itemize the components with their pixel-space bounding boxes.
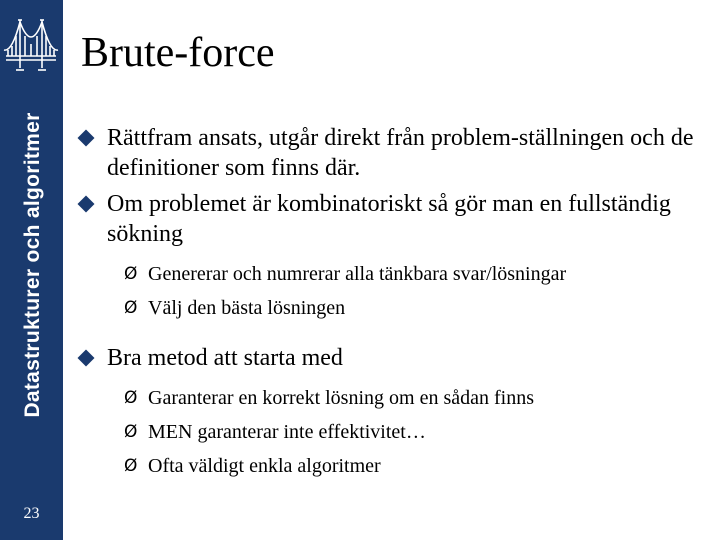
bullet-text: Om problemet är kombinatoriskt så gör man en fullständig sökning [107, 191, 671, 247]
sub-bullet-text: Garanterar en korrekt lösning om en sådan finns [148, 387, 534, 409]
diamond-bullet-icon [78, 130, 95, 147]
sub-bullet-item [80, 291, 710, 325]
page-number: 23 [23, 505, 40, 522]
slide-title: Brute-force [81, 30, 275, 76]
bullet-text: Bra metod att starta med [107, 345, 343, 371]
sub-bullet-text: Genererar och numrerar alla tänkbara svar/lösningar [148, 263, 567, 285]
course-title: Datastrukturer och algoritmer [21, 112, 44, 418]
arrow-bullet-icon: Ø [124, 264, 138, 284]
sub-bullet-item [80, 449, 710, 483]
sub-bullet-item [80, 415, 710, 449]
arrow-bullet-icon: Ø [124, 456, 138, 476]
arrow-bullet-icon: Ø [124, 388, 138, 408]
bullet-list [80, 123, 710, 483]
diamond-bullet-icon [78, 350, 95, 367]
bullet-item [80, 189, 710, 249]
sub-bullet-text: Ofta väldigt enkla algoritmer [148, 455, 381, 477]
sub-bullet-text: MEN garanterar inte effektivitet… [148, 421, 426, 443]
arrow-bullet-icon: Ø [124, 422, 138, 442]
bullet-item [80, 343, 710, 373]
bridge-logo-icon [2, 6, 60, 78]
arrow-bullet-icon: Ø [124, 298, 138, 318]
sidebar [0, 0, 63, 540]
diamond-bullet-icon [78, 196, 95, 213]
bullet-item [80, 123, 710, 183]
sub-bullet-item [80, 381, 710, 415]
sub-bullet-item [80, 257, 710, 291]
bullet-text: Rättfram ansats, utgår direkt från problem-ställningen och de definitioner som finns där. [107, 125, 694, 181]
sub-bullet-text: Välj den bästa lösningen [148, 297, 346, 319]
